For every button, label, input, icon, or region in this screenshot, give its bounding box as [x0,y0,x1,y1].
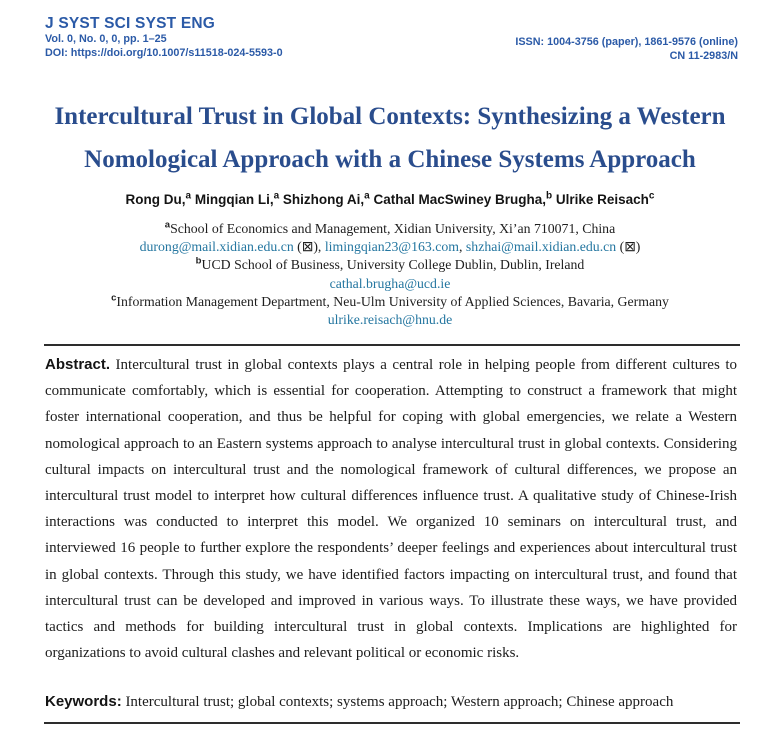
corresponding-author-envelope-icon: (⊠) [616,239,641,255]
email-line-c [0,311,780,329]
email-line-b [0,275,780,293]
affiliation-text: Information Management Department, Neu-Ulm University of Applied Sciences, Bavaria, Germany [116,293,669,309]
affiliations-block [0,220,780,329]
journal-header [45,14,738,60]
author-affiliation-marker: c [648,190,655,202]
email-separator: , [459,239,466,255]
paper-title-line-1: Intercultural Trust in Global Contexts: Synthesizing a Western [54,103,726,130]
email-link[interactable]: cathal.brugha@ucd.ie [329,275,451,291]
email-link[interactable]: limingqian23@163.com [324,239,460,255]
keywords-line [45,691,737,713]
abstract-label: Abstract. [45,356,111,373]
affiliation-marker: b [195,255,202,267]
paper-title-line-2: Nomological Approach with a Chinese Systems Approach [84,146,696,173]
affiliation-marker: a [164,219,171,231]
paper-title [0,95,780,181]
journal-abbrev: J SYST SCI SYST ENG [45,15,216,32]
author-name: Shizhong Ai, [279,192,365,207]
keywords-label: Keywords: [45,693,122,710]
affiliation-line-b [0,256,780,274]
email-line-a [0,238,780,256]
issn-line: ISSN: 1004-3756 (paper), 1861-9576 (online) [515,36,738,48]
cn-line: CN 11-2983/N [669,49,738,62]
affiliation-line-a [0,220,780,238]
author-line [0,192,780,207]
abstract-paragraph [45,352,737,666]
email-link[interactable]: ulrike.reisach@hnu.de [327,312,453,328]
doi-line: DOI: https://doi.org/10.1007/s11518-024-5593-0 [45,46,283,59]
affiliation-text: UCD School of Business, University College Dublin, Dublin, Ireland [201,257,585,273]
author-name: Ulrike Reisach [552,192,649,207]
author-name: Cathal MacSwiney Brugha, [369,192,546,207]
affiliation-marker: c [111,292,117,304]
abstract-text: Intercultural trust in global contexts plays a central role in helping people from different cultures to communicate comfortably, which is essential for cooperation. Attempting to construct a framework that might foster international cooperation, and thus be helpful for coping with global emergencies, we relate a Western nomological approach to an Eastern systems approach to analyse intercultural trust in global contexts. Considering cultural impacts on intercultural trust and the nomological framework of cultural differences, we propose an intercultural trust model to interpret how cultural differences influence trust. A qualitative study of Chinese-Irish interactions was conducted to interpret this model. We organized 10 seminars on intercultural trust, and interviewed 16 people to further explore the respondents’ deeper feelings and experiences about intercultural trust in global contexts. Through this study, we have identified factors impacting on intercultural trust, and found that intercultural trust can be developed and improved in various ways. To illustrate these ways, we have provided tactics and methods for building intercultural trust in global contexts. Implications are highlighted for organizations to avoid cultural clashes and relevant political or economic risks. [45,357,737,662]
author-affiliation-marker: b [546,190,553,202]
affiliation-text: School of Economics and Management, Xidian University, Xi’an 710071, China [170,221,616,236]
author-affiliation-marker: a [273,190,280,202]
author-affiliation-marker: a [364,190,370,202]
volume-line: Vol. 0, No. 0, 0, pp. 1–25 [45,33,167,45]
journal-header-right [515,36,738,63]
author-name: Mingqian Li, [191,192,274,207]
corresponding-author-envelope-icon: (⊠), [293,239,325,255]
divider-top [44,344,740,346]
keywords-text: Intercultural trust; global contexts; systems approach; Western approach; Chinese approach [121,694,674,710]
author-name: Rong Du, [125,192,186,207]
author-affiliation-marker: a [185,190,192,202]
email-link[interactable]: shzhai@mail.xidian.edu.cn [465,239,617,255]
affiliation-line-c [0,293,780,311]
email-link[interactable]: durong@mail.xidian.edu.cn [139,239,294,255]
divider-bottom [44,722,740,724]
